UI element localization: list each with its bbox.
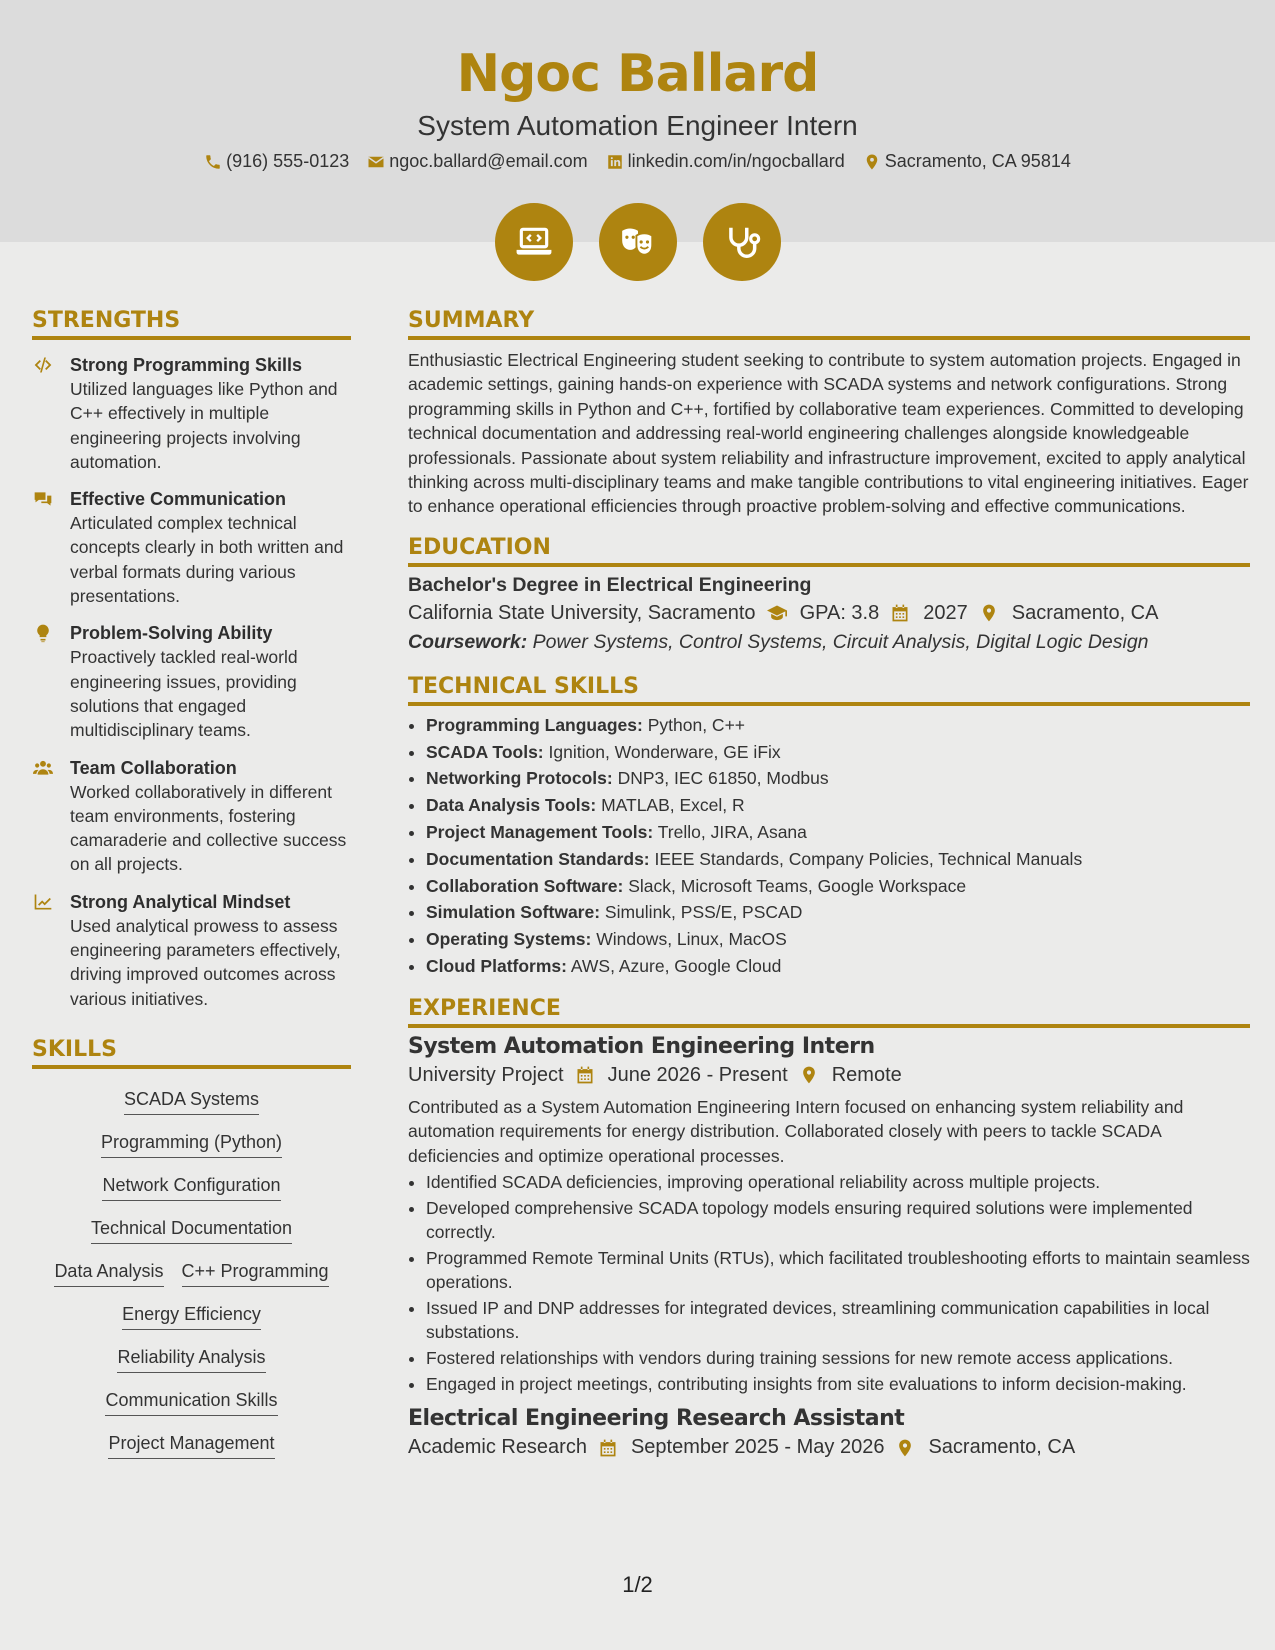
chart-line-icon (32, 892, 54, 912)
list-item (426, 899, 1250, 926)
list-item (426, 712, 1250, 739)
job-entry (408, 1406, 1250, 1459)
education-heading: EDUCATION (408, 535, 1250, 567)
job-location: Sacramento, CA (928, 1436, 1076, 1459)
tech-skill-value: AWS, Azure, Google Cloud (570, 956, 782, 977)
strength-title: Effective Communication (70, 489, 287, 510)
job-location: Remote (831, 1063, 902, 1086)
list-item (426, 873, 1250, 900)
tech-skill-label: Simulation Software: (426, 902, 601, 923)
candidate-name: Ngoc Ballard (456, 44, 819, 104)
strength-item (32, 487, 351, 608)
tech-skill-value: Trello, JIRA, Asana (657, 822, 807, 843)
list-item: • Identified SCADA deficiencies, improving operational reliability across multiple projects. (426, 1170, 1250, 1194)
tech-skill-label: Data Analysis Tools: (426, 795, 597, 816)
map-pin-icon (894, 1438, 916, 1458)
job-dates: September 2025 - May 2026 (630, 1436, 885, 1459)
grad-year: 2027 (923, 601, 968, 624)
tech-skill-label: Project Management Tools: (426, 822, 654, 843)
list-item (426, 792, 1250, 819)
right-column (408, 308, 1250, 1459)
experience-heading: EXPERIENCE (408, 996, 1250, 1028)
list-item (426, 819, 1250, 846)
list-item (426, 846, 1250, 873)
skill-tag: Technical Documentation (91, 1216, 292, 1244)
interest-circle-tech (495, 203, 573, 281)
contact-location (863, 151, 1071, 172)
job-bullets (408, 1170, 1250, 1396)
stethoscope-icon (723, 223, 761, 261)
education-meta (408, 602, 1250, 625)
contact-linkedin-text: linkedin.com/in/ngocballard (627, 151, 845, 171)
skill-tag: Data Analysis (54, 1259, 163, 1287)
strength-text: Utilized languages like Python and C++ effectively in multiple engineering projects involving automation. (70, 379, 338, 472)
summary-text: Enthusiastic Electrical Engineering student seeking to contribute to system automation projects. Engaged in academic settings, gaining hands-on experience with SCADA systems and network configurations. Strong programming skills in Python and C++, fortified by collaborative team experiences. Committed to developing technical documentation and addressing real-world engineering challenges alongside knowledgeable professionals. Passionate about system reliability and infrastructure improvement, excited to apply analytical thinking across multi-disciplinary teams and make tangible contributions to vital engineering initiatives. Eager to enhance operational efficiencies through proactive problem-solving and effective communications. (408, 350, 1249, 517)
strength-text: Used analytical prowess to assess engineering parameters effectively, driving improved outcomes across various initiatives. (70, 915, 341, 1009)
job-title: Electrical Engineering Research Assistant (408, 1406, 905, 1432)
map-pin-icon (863, 153, 881, 171)
interest-circle-medical (703, 203, 781, 281)
tech-skill-value: MATLAB, Excel, R (601, 795, 745, 816)
tech-skill-label: Cloud Platforms: (426, 956, 567, 977)
coursework-list: Power Systems, Control Systems, Circuit Analysis, Digital Logic Design (532, 630, 1149, 653)
strength-text: Worked collaboratively in different team environments, fostering camaraderie and collective success on all projects. (70, 781, 347, 875)
skill-tag: Energy Efficiency (122, 1302, 261, 1330)
interest-icons (0, 203, 1275, 281)
skills-list (32, 1087, 351, 1459)
tech-skill-label: Networking Protocols: (426, 768, 613, 789)
list-item: • Issued IP and DNP addresses for integrated devices, streamlining communication capabilities in local substations. (426, 1296, 1250, 1345)
tech-skill-label: Collaboration Software: (426, 875, 624, 896)
map-pin-icon (798, 1065, 820, 1085)
skill-tag: Communication Skills (105, 1388, 277, 1416)
job-org: University Project (408, 1063, 564, 1086)
comments-icon (32, 489, 54, 509)
skill-tag: Project Management (108, 1431, 274, 1459)
tech-skill-label: Operating Systems: (426, 929, 592, 950)
list-item: • Programmed Remote Terminal Units (RTUs), which facilitated troubleshooting efforts to maintain seamless operations. (426, 1246, 1250, 1295)
school-location: Sacramento, CA (1011, 601, 1159, 624)
calendar-icon (889, 603, 911, 623)
calendar-icon (574, 1065, 596, 1085)
skill-tag: Programming (Python) (101, 1130, 282, 1158)
tech-skill-label: Documentation Standards: (426, 848, 650, 869)
coursework (408, 631, 1250, 654)
school-name: California State University, Sacramento (408, 601, 756, 624)
job-entry (408, 1034, 1250, 1396)
skill-tag: SCADA Systems (124, 1087, 259, 1115)
strength-title: Strong Programming Skills (70, 355, 303, 375)
list-item (426, 739, 1250, 766)
job-dates: June 2026 - Present (607, 1063, 788, 1086)
list-item (426, 765, 1250, 792)
envelope-icon (367, 153, 385, 171)
skill-tag: C++ Programming (182, 1259, 329, 1287)
job-org: Academic Research (408, 1436, 587, 1459)
contact-linkedin[interactable] (606, 151, 845, 172)
map-pin-icon (978, 603, 1000, 623)
tech-skill-value: IEEE Standards, Company Policies, Technical Manuals (654, 848, 1083, 869)
users-icon (32, 758, 54, 778)
linkedin-icon (606, 153, 624, 171)
degree-title: Bachelor's Degree in Electrical Engineering (408, 573, 812, 596)
lightbulb-icon (32, 623, 54, 643)
technical-skills-heading: TECHNICAL SKILLS (408, 674, 1250, 706)
job-description: Contributed as a System Automation Engineering Intern focused on enhancing system reliability and automation requirements for energy distribution. Collaborated closely with peers to tackle SCADA deficiencies and optimize operational processes. (408, 1096, 1184, 1166)
list-item: • Fostered relationships with vendors during training sessions for new remote access applications. (426, 1346, 1250, 1370)
tech-skill-value: Slack, Microsoft Teams, Google Workspace (628, 875, 967, 896)
list-item: • Developed comprehensive SCADA topology models ensuring required solutions were implemented correctly. (426, 1196, 1250, 1245)
tech-skill-value: Ignition, Wonderware, GE iFix (548, 741, 781, 762)
contact-phone[interactable] (204, 151, 349, 172)
contact-phone-text: (916) 555-0123 (226, 151, 350, 171)
candidate-title: System Automation Engineer Intern (417, 110, 858, 141)
interest-circle-theater (599, 203, 677, 281)
left-column (32, 308, 351, 1474)
strength-item (32, 890, 351, 1011)
contact-email[interactable] (367, 151, 587, 172)
graduation-cap-icon (766, 603, 788, 623)
strength-title: Team Collaboration (70, 757, 237, 778)
tech-skill-value: Windows, Linux, MacOS (596, 929, 787, 950)
job-meta (408, 1436, 1250, 1459)
strength-item (32, 621, 351, 742)
gpa: GPA: 3.8 (799, 601, 880, 624)
strengths-heading: STRENGTHS (32, 308, 351, 340)
job-meta (408, 1064, 1250, 1087)
strength-item (32, 353, 351, 474)
skills-heading: SKILLS (32, 1037, 351, 1069)
contact-bar (0, 151, 1275, 172)
page-number: 1/2 (622, 1572, 653, 1597)
strength-item (32, 756, 351, 877)
technical-skills-list (408, 712, 1250, 980)
coursework-label: Coursework: (408, 630, 528, 653)
list-item (426, 926, 1250, 953)
contact-email-text: ngoc.ballard@email.com (389, 151, 588, 171)
code-icon (32, 355, 54, 375)
list-item (426, 953, 1250, 980)
tech-skill-value: Simulink, PSS/E, PSCAD (604, 902, 803, 923)
strength-title: Strong Analytical Mindset (70, 891, 291, 912)
theater-masks-icon (619, 223, 657, 261)
skill-tag: Network Configuration (102, 1173, 280, 1201)
summary-heading: SUMMARY (408, 308, 1250, 340)
tech-skill-value: Python, C++ (647, 714, 746, 735)
job-title: System Automation Engineering Intern (408, 1033, 875, 1059)
tech-skill-label: Programming Languages: (426, 714, 643, 735)
calendar-icon (597, 1438, 619, 1458)
strength-text: Articulated complex technical concepts clearly in both written and verbal formats during various presentations. (70, 513, 344, 607)
list-item: • Engaged in project meetings, contributing insights from site evaluations to inform decision-making. (426, 1372, 1250, 1396)
strength-title: Problem-Solving Ability (70, 623, 273, 644)
skill-tag: Reliability Analysis (117, 1345, 265, 1373)
tech-skill-label: SCADA Tools: (426, 741, 544, 762)
laptop-code-icon (515, 223, 553, 261)
contact-location-text: Sacramento, CA 95814 (884, 151, 1071, 171)
phone-icon (204, 153, 222, 171)
strength-text: Proactively tackled real-world engineering issues, providing solutions that engaged multidisciplinary teams. (70, 647, 298, 741)
tech-skill-value: DNP3, IEC 61850, Modbus (617, 768, 829, 789)
